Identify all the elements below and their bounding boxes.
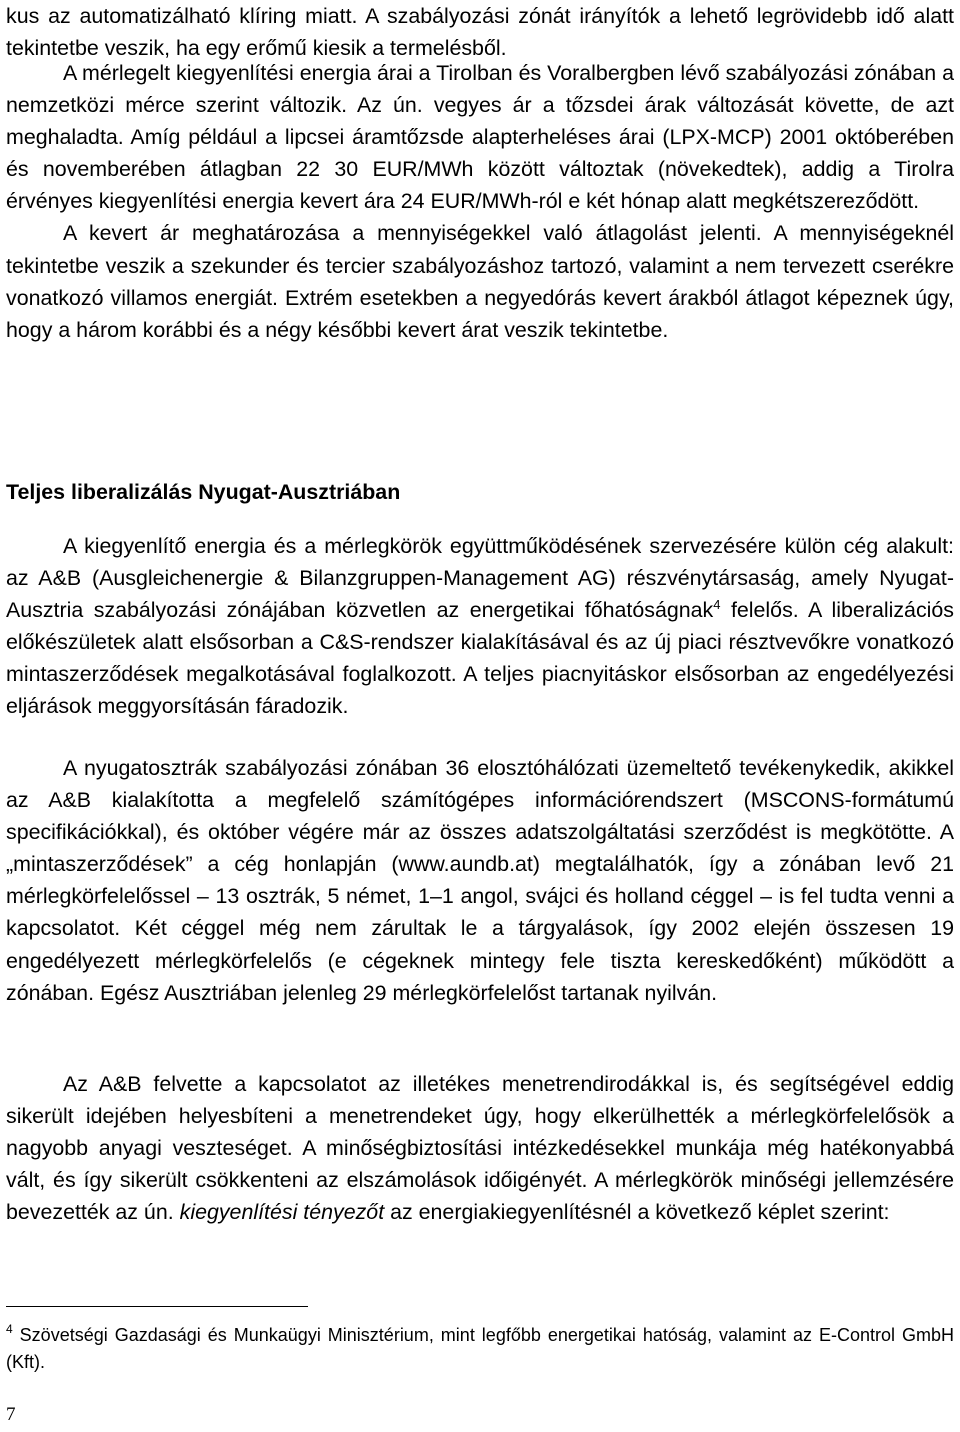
footnote (6, 1322, 954, 1376)
paragraph-schedule-text-cont: az energiakiegyenlítésnél a következő képlet szerint: (384, 1200, 890, 1225)
paragraph-mixed-price: A kevert ár meghatározása a mennyiségekkel való átlagolást jelenti. A mennyiségeknél tekintetbe veszik a szekunder és tercier szabályozáshoz tartozó, valamint a nem tervezett cserékre vonatkozó villamos energiát. Extrém esetekben a negyedórás kevert árakból átlagot képeznek úgy, hogy a három korábbi és a négy későbbi kevert árat veszik tekintetbe. (6, 221, 954, 342)
paragraph-ab-company-text-cont: felelős. A liberalizációs előkészületek alatt elsősorban a C&S-rendszer kialakításával és az új piaci résztvevőkre vonatkozó mintaszerződések megalkotásával foglalkozott. A teljes piacnyitáskor elsősorban az engedélyezési eljárások meggyorsításán fáradozik. (6, 598, 954, 719)
paragraph-schedule (6, 1068, 954, 1228)
section-heading: Teljes liberalizálás Nyugat-Ausztriában (6, 480, 401, 504)
paragraph-ab-company (6, 530, 954, 723)
page-number: 7 (6, 1404, 16, 1425)
paragraph-prices: A mérlegelt kiegyenlítési energia árai a Tirolban és Voralbergben lévő szabályozási zónában a nemzetközi mérce szerint változik. Az ún. vegyes ár a tőzsdei árak változását követte, de azt meghaladta. Amíg például a lipcsei áramtőzsde alapterheléses árai (LPX-MCP) 2001 októberében és novemberében átlagban 22 30 EUR/MWh között változtak (növekedtek), addig a Tirolra érvényes kiegyenlítési energia kevert ára 24 EUR/MWh-ról e két hónap alatt megkétszereződött. (6, 61, 954, 214)
footnote-text: Szövetségi Gazdasági és Munkaügyi Minisztérium, mint legfőbb energetikai hatóság, valamint az E-Control GmbH (Kft). (6, 1325, 954, 1372)
paragraph-distribution: A nyugatosztrák szabályozási zónában 36 elosztóhálózati üzemeltető tevékenykedik, akikkel az A&B kialakította a megfelelő számítógépes információrendszert (MSCONS-formátumú specifikációkkal), és október végére már az összes adatszolgáltatási szerződést is megkötötte. A „mintaszerződések” a cég honlapján (www.aundb.at) megtalálhatók, így a zónában levő 21 mérlegkörfelelőssel – 13 osztrák, 5 német, 1–1 angol, svájci és holland céggel – is fel tudta venni a kapcsolatot. Két céggel még nem zárultak le a tárgyalások, így 2002 elején összesen 19 engedélyezett mérlegkörfelelős (e cégeknek mintegy fele tiszta kereskedőként) működött a zónában. Egész Ausztriában jelenleg 29 mérlegkörfelelőst tartanak nyilván. (6, 756, 954, 1005)
paragraph-schedule-text: Az A&B felvette a kapcsolatot az illetékes menetrendirodákkal is, és segítségével eddig sikerült idejében helyesbíteni a menetrendeket úgy, hogy elkerülhették a mérlegkörfelelősök a nagyobb anyagi veszteséget. A minőségbiztosítási intézkedésekkel munkája még hatékonyabbá vált, és így sikerült csökkenteni az elszámolások időigényét. A mérlegkörök minőségi jellemzésére bevezették az ún. (6, 1072, 954, 1225)
italic-term: kiegyenlítési tényezőt (179, 1200, 385, 1225)
paragraph-ab-company-text: A kiegyenlítő energia és a mérlegkörök együttműködésének szervezésére külön cég alakult: az A&B (Ausgleichenergie & Bilanzgruppen-Management AG) részvénytársaság, amely Nyugat-Ausztria szabályozási zónájában közvetlen az energetikai főhatóságnak (6, 534, 954, 623)
paragraph-block-prices (6, 57, 954, 346)
paragraph-intro: kus az automatizálható klíring miatt. A szabályozási zónát irányítók a lehető legrövidebb idő alatt tekintetbe veszik, ha egy erőmű kiesik a termelésből. (6, 4, 954, 61)
footnote-mark: 4 (6, 1322, 13, 1336)
footnote-reference[interactable]: 4 (713, 597, 721, 613)
footnote-divider (6, 1306, 308, 1307)
